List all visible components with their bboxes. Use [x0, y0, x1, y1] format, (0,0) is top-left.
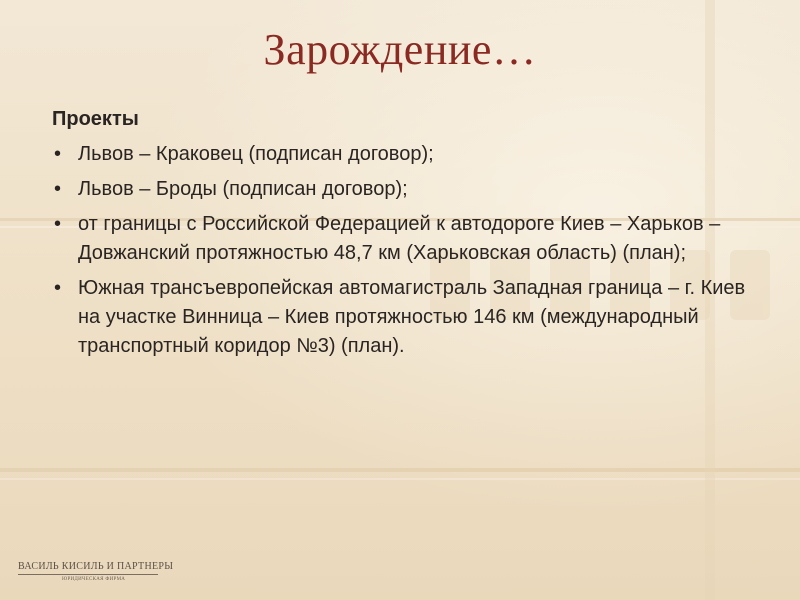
bullet-marker: • [54, 178, 62, 200]
bullet-text: Львов – Краковец (подписан договор); [78, 143, 434, 165]
bullet-item [52, 140, 762, 169]
bullet-text: Южная трансъевропейская автомагистраль Западная граница – г. Киев на участке Винница – Киев протяжностью 146 км (международный транспортный коридор №3) (план). [78, 277, 746, 357]
company-logo [18, 561, 198, 582]
bullet-text: от границы с Российской Федерацией к автодороге Киев – Харьков – Довжанский протяжностью 48,7 км (Харьковская область) (план); [78, 213, 721, 264]
bullet-item [52, 274, 762, 361]
bullet-marker: • [54, 213, 62, 235]
logo-tagline: ЮРИДИЧЕСКАЯ ФИРМА [62, 577, 126, 582]
bullet-item [52, 175, 762, 204]
bullet-list [52, 140, 762, 367]
bullet-marker: • [54, 143, 62, 165]
logo-name: ВАСИЛЬ КИСИЛЬ И ПАРТНЕРЫ [18, 561, 174, 572]
section-heading: Проекты [52, 108, 139, 130]
bullet-item [52, 210, 762, 268]
bullet-marker: • [54, 277, 62, 299]
slide-title: Зарождение… [263, 25, 537, 74]
bullet-text: Львов – Броды (подписан договор); [78, 178, 408, 200]
logo-divider [18, 574, 158, 575]
